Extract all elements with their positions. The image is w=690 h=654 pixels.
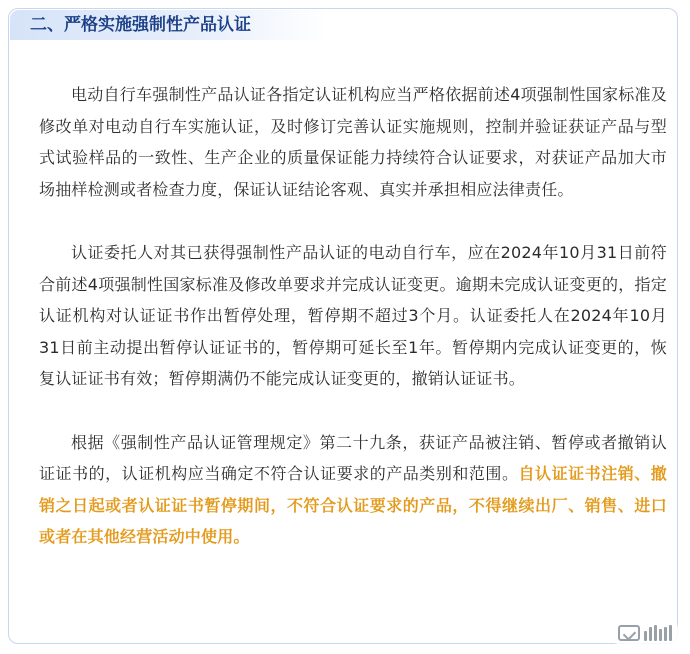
highlighted-text: 自认证证书注销、撤销之日起或者认证证书暂停期间，不符合认证要求的产品，不得继续出厂、销售、进口或者在其他经营活动中使用。 bbox=[39, 464, 667, 546]
paragraph-text: 认证委托人对其已获得强制性产品认证的电动自行车，应在2024年10月31日前符合前述4项强制性国家标准及修改单要求并完成认证变更。逾期未完成认证变更的，指定认证机构对认证证书作出暂停处理，暂停期不超过3个月。认证委托人在2024年10月31日前主动提出暂停认证证书的，暂停期可延长至1年。暂停期内完成认证变更的，恢复认证证书有效；暂停期满仍不能完成认证变更的，撤销认证证书。 bbox=[39, 243, 667, 388]
content-body bbox=[39, 79, 667, 553]
section-title: 二、严格实施强制性产品认证 bbox=[30, 15, 251, 35]
paragraph-text: 电动自行车强制性产品认证各指定认证机构应当严格依据前述4项强制性国家标准及修改单对电动自行车实施认证，及时修订完善认证实施规则，控制并验证获证产品与型式试验样品的一致性、生产企业的质量保证能力持续符合认证要求，对获证产品加大市场抽样检测或者检查力度，保证认证结论客观、真实并承担相应法律责任。 bbox=[39, 85, 667, 199]
check-box-icon bbox=[618, 625, 640, 641]
paragraph-certification-applicants bbox=[39, 237, 667, 395]
watermark-logo bbox=[612, 622, 678, 644]
document-card bbox=[8, 8, 678, 644]
bars-icon bbox=[644, 625, 672, 641]
paragraph-text: 根据《强制性产品认证管理规定》第二十九条，获证产品被注销、暂停或者撤销认证证书的，认证机构应当确定不符合认证要求的产品类别和范围。 bbox=[39, 432, 667, 483]
section-header bbox=[10, 10, 328, 40]
paragraph-certification-institutions bbox=[39, 79, 667, 205]
paragraph-regulation bbox=[39, 427, 667, 553]
